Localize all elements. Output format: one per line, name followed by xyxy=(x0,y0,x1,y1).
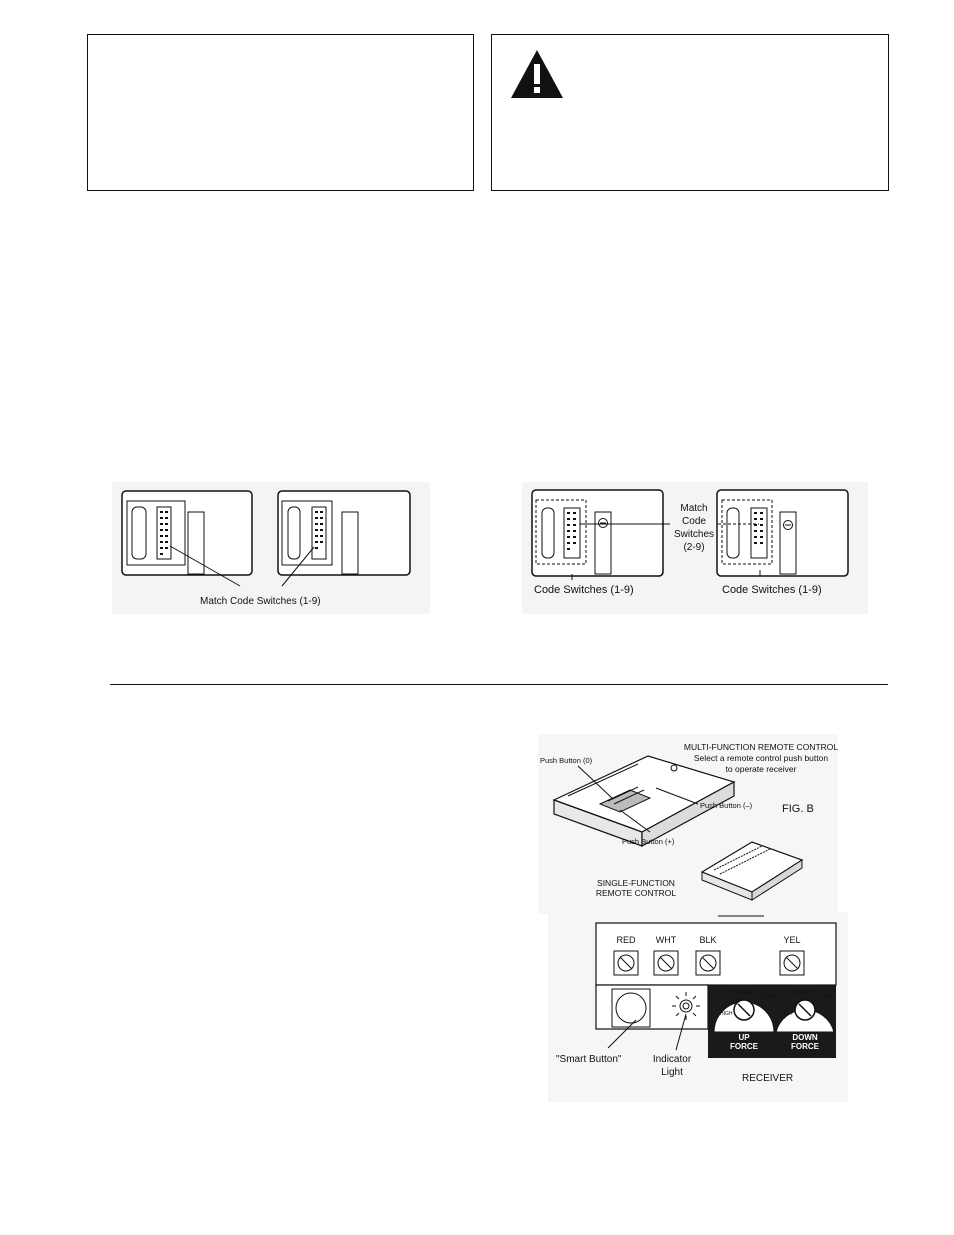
fig-b-label: FIG. B xyxy=(782,803,814,815)
warning-box-right xyxy=(491,34,889,191)
svg-text:UP: UP xyxy=(738,1033,750,1042)
smart-button-icon xyxy=(612,989,650,1027)
unit-left xyxy=(532,490,663,576)
svg-text:HIGH: HIGH xyxy=(720,1011,733,1017)
svg-text:Match: Match xyxy=(680,503,708,514)
push-button-0-label: Push Button (0) xyxy=(540,756,593,765)
remote-unit-right xyxy=(278,491,410,575)
push-button-plus-label: Push Button (+) xyxy=(622,837,675,846)
svg-text:DOWN: DOWN xyxy=(792,1033,818,1042)
svg-text:SINGLE-FUNCTION: SINGLE-FUNCTION xyxy=(597,878,675,888)
svg-text:LOW: LOW xyxy=(762,994,774,1000)
code-switches-left-caption: Code Switches (1-9) xyxy=(534,584,634,596)
terminal-red-label: RED xyxy=(616,935,636,945)
push-button-minus-label: Push Button (–) xyxy=(700,801,753,810)
single-function-label xyxy=(596,878,677,898)
terminal-blk-label: BLK xyxy=(699,935,717,945)
receiver-label: RECEIVER xyxy=(742,1073,794,1084)
receiver-figure xyxy=(548,912,848,1102)
svg-text:FORCE: FORCE xyxy=(791,1042,819,1051)
svg-text:Switches: Switches xyxy=(673,529,715,540)
svg-text:HIGH: HIGH xyxy=(780,1011,793,1017)
svg-text:(2-9): (2-9) xyxy=(683,542,705,553)
unit-right xyxy=(717,490,848,576)
notice-box-left xyxy=(87,34,474,191)
svg-text:Select a remote control push b: Select a remote control push button xyxy=(693,753,829,763)
svg-text:to operate receiver: to operate receiver xyxy=(725,764,797,774)
svg-text:Code: Code xyxy=(682,516,706,527)
remote-control-figure-b xyxy=(538,734,838,914)
terminal-wht-label: WHT xyxy=(655,935,677,945)
terminal-yel-label: YEL xyxy=(783,935,801,945)
fig1-caption: Match Code Switches (1-9) xyxy=(200,596,321,607)
svg-text:NORMAL: NORMAL xyxy=(792,990,814,996)
svg-text:MULTI-FUNCTION REMOTE CONTROL: MULTI-FUNCTION REMOTE CONTROL xyxy=(683,742,838,752)
warning-triangle-icon xyxy=(509,48,565,100)
svg-text:FORCE: FORCE xyxy=(730,1042,758,1051)
svg-text:NORMAL: NORMAL xyxy=(731,990,753,996)
code-switches-right-caption: Code Switches (1-9) xyxy=(722,584,822,596)
code-switch-figure-1 xyxy=(112,482,430,614)
svg-text:Light: Light xyxy=(661,1067,683,1078)
svg-text:REMOTE CONTROL: REMOTE CONTROL xyxy=(595,888,677,898)
section-divider xyxy=(110,684,888,685)
remote-unit-left xyxy=(122,491,252,575)
code-switch-figure-2 xyxy=(522,482,868,614)
svg-text:LOW: LOW xyxy=(821,994,833,1000)
svg-text:Indicator: Indicator xyxy=(652,1054,692,1065)
smart-button-label: "Smart Button" xyxy=(556,1054,622,1065)
